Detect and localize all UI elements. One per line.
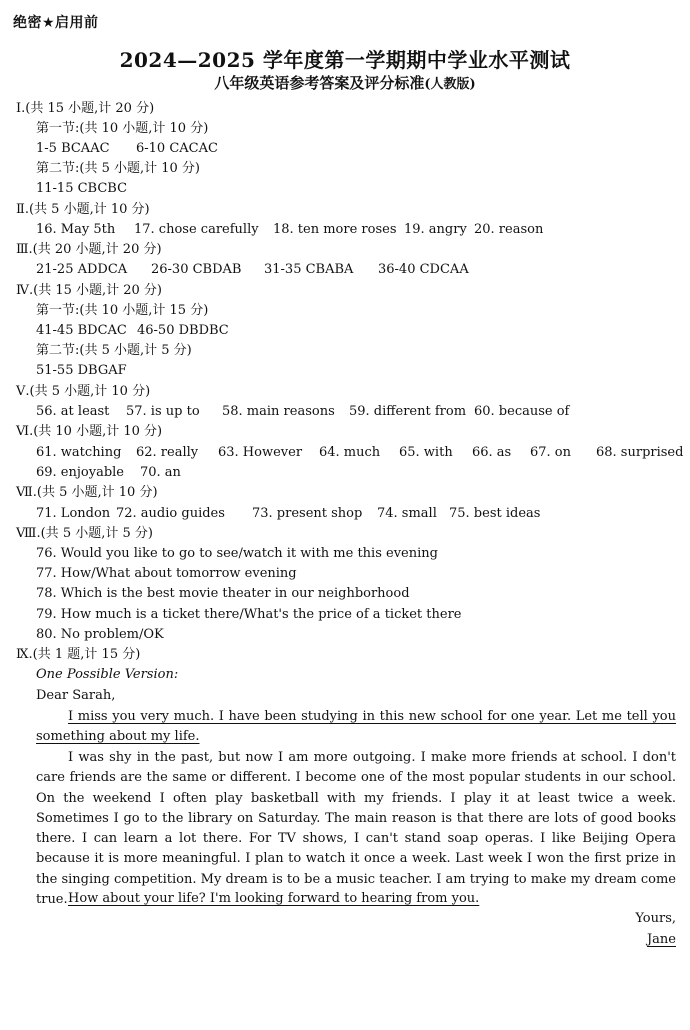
section-4-part-2: 第二节:(共 5 小题,计 5 分) — [36, 343, 192, 358]
answer: 31-35 CBABA — [264, 262, 354, 277]
letter-paragraph-1 — [36, 707, 676, 748]
answer: 60. because of — [474, 404, 570, 419]
section-6-heading: Ⅵ.(共 10 小题,计 10 分) — [16, 424, 163, 439]
answer: 73. present shop — [252, 506, 363, 521]
page-title: 2024—2025 学年度第一学期期中学业水平测试 — [119, 48, 571, 72]
section-4-answers-row-2: 51-55 DBGAF — [36, 363, 127, 378]
section-8-answer: 80. No problem/OK — [36, 627, 164, 642]
answer: 16. May 5th — [36, 222, 116, 237]
section-8-answer: 76. Would you like to go to see/watch it with me this evening — [36, 546, 438, 561]
section-5-heading: Ⅴ.(共 5 小题,计 10 分) — [16, 384, 151, 399]
edition-note: (人教版) — [424, 77, 476, 92]
section-3-heading: Ⅲ.(共 20 小题,计 20 分) — [16, 242, 162, 257]
answer: 59. different from — [349, 404, 467, 419]
section-8-answer: 78. Which is the best movie theater in our neighborhood — [36, 586, 410, 601]
page-subtitle — [0, 72, 690, 93]
answer: 75. best ideas — [449, 506, 541, 521]
answer: 65. with — [399, 445, 453, 460]
section-1-part-2: 第二节:(共 5 小题,计 10 分) — [36, 161, 200, 176]
answer: 46-50 DBDBC — [137, 323, 229, 338]
section-1-heading: Ⅰ.(共 15 小题,计 20 分) — [16, 101, 155, 116]
section-8-answer: 79. How much is a ticket there/What's the price of a ticket there — [36, 607, 462, 622]
answer: 74. small — [377, 506, 437, 521]
section-9-heading: Ⅸ.(共 1 题,计 15 分) — [16, 647, 141, 662]
answer: 21-25 ADDCA — [36, 262, 128, 277]
section-8-answer: 77. How/What about tomorrow evening — [36, 566, 297, 581]
answer: 70. an — [140, 465, 181, 480]
answer: 71. London — [36, 506, 111, 521]
answer: 62. really — [136, 445, 199, 460]
answer: 56. at least — [36, 404, 110, 419]
letter-closing: Yours, — [635, 911, 676, 926]
answer: 61. watching — [36, 445, 122, 460]
answer: 63. However — [218, 445, 303, 460]
section-1-answers-row-2: 11-15 CBCBC — [36, 181, 128, 196]
answer: 58. main reasons — [222, 404, 335, 419]
answer: 68. surprised — [596, 445, 684, 460]
answer: 36-40 CDCAA — [378, 262, 469, 277]
subtitle-text: 八年级英语参考答案及评分标准 — [214, 74, 425, 92]
letter-paragraph-2: I was shy in the past, but now I am more outgoing. I make more friends at school. I don't care friends are the same or different. I become one of the most popular students in our school. On the weekend I often play basketball with my friends. I play it at least twice a week. Sometimes I go to the library on Saturday. The main reason is that there are lots of good books there. I can learn a lot there. For TV shows, I can't stand soap operas. I like Beijing Opera because it is more meaningful. I plan to watch it once a week. Last week I won the first prize in the singing competition. My dream is to be a music teacher. I am trying to make my dream come true. — [36, 750, 676, 908]
letter-signature: Jane — [646, 932, 676, 947]
answer: 57. is up to — [126, 404, 200, 419]
section-7-heading: Ⅶ.(共 5 小题,计 10 分) — [16, 485, 158, 500]
section-4-part-1: 第一节:(共 10 小题,计 15 分) — [36, 303, 209, 318]
answer: 41-45 BDCAC — [36, 323, 127, 338]
section-4-heading: Ⅳ.(共 15 小题,计 20 分) — [16, 283, 163, 298]
answer: 72. audio guides — [116, 506, 225, 521]
answer: 26-30 CBDAB — [151, 262, 242, 277]
answer: 17. chose carefully — [134, 222, 259, 237]
confidential-label: 绝密★启用前 — [13, 15, 99, 31]
answer: 64. much — [319, 445, 381, 460]
section-2-heading: Ⅱ.(共 5 小题,计 10 分) — [16, 202, 150, 217]
letter-paragraph-3 — [36, 889, 676, 909]
answer: 19. angry — [404, 222, 467, 237]
section-8-heading: Ⅷ.(共 5 小题,计 5 分) — [16, 526, 153, 541]
answer: 69. enjoyable — [36, 465, 124, 480]
version-label: One Possible Version: — [36, 667, 179, 682]
answer: 67. on — [530, 445, 572, 460]
underlined-text: I miss you very much. I have been studying in this new school for one year. Let me tell you something about my life. — [36, 709, 676, 745]
answer: 66. as — [472, 445, 512, 460]
answer: 6-10 CACAC — [136, 141, 218, 156]
letter-greeting: Dear Sarah, — [36, 688, 116, 703]
section-1-part-1: 第一节:(共 10 小题,计 10 分) — [36, 121, 209, 136]
answer: 20. reason — [474, 222, 544, 237]
underlined-text: How about your life? I'm looking forward to hearing from you. — [68, 891, 480, 906]
answer: 18. ten more roses — [273, 222, 397, 237]
answer: 1-5 BCAAC — [36, 141, 110, 156]
